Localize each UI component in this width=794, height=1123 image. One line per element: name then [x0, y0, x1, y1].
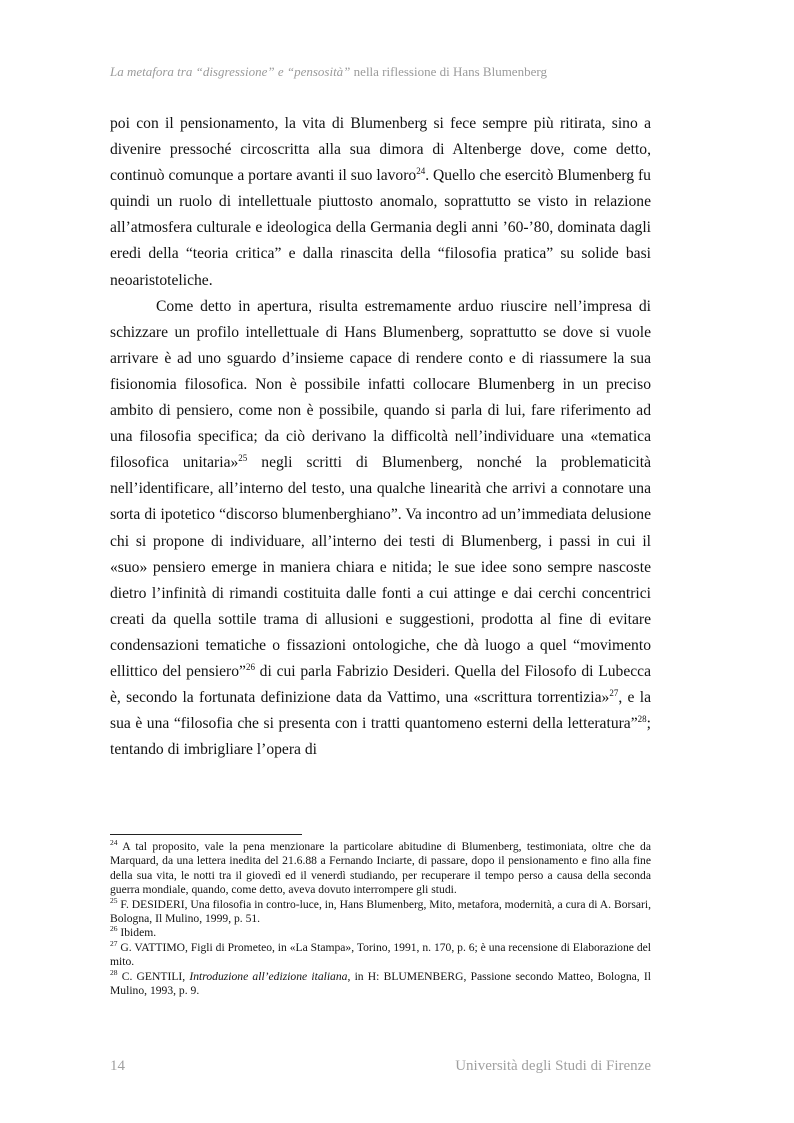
footnote-italic-title: Introduzione all’edizione italiana	[189, 969, 348, 983]
footnote-27	[110, 938, 651, 970]
footnote-ref-24[interactable]: 24	[416, 166, 426, 176]
footnote-text: G. VATTIMO, Figli di Prometeo, in «La Stampa», Torino, 1991, n. 170, p. 6; è una recensione di Elaborazione del mito.	[110, 940, 651, 969]
footnote-number: 27	[110, 938, 118, 948]
footnote-text: C. GENTILI,	[117, 969, 190, 983]
footnote-28	[110, 967, 651, 999]
text-run: ; tentando di imbrigliare l’opera di	[110, 715, 651, 759]
header-rest: nella riflessione di Hans Blumenberg	[350, 64, 547, 79]
footnotes	[110, 840, 651, 998]
footnote-ref-25[interactable]: 25	[238, 453, 248, 464]
footnote-number: 24	[110, 838, 118, 848]
footnote-ref-27[interactable]: 27	[609, 687, 619, 698]
footnote-number: 28	[110, 967, 118, 977]
footnote-number: 26	[110, 924, 118, 934]
text-run: negli scritti di Blumenberg, nonché la problematicità nell’identificare, all’interno del testo, una qualche linearità che arrivi a connotare una sorta di ipotetico “discorso blumenberghiano”. Va incontro ad un’immediata delusione chi si propone di individuare, all’interno dei testi di Blumenberg, i passi in cui il «suo» pensiero emerge in maniera chiara e nitida; le sue idee sono sempre nascoste dietro l’infinità di rimandi costituita dalle fonti a cui attinge e dai cerchi concentrici creati da quella sottile trama di allusioni e suggestioni, prodotta al fine di evitare condensazioni tematiche o fissazioni ontologiche, che dà luogo a quel “movimento ellittico del pensiero”	[110, 454, 651, 680]
footnote-ref-26[interactable]: 26	[245, 661, 255, 672]
text-run: Come detto in apertura, risulta estremamente arduo riuscire nell’impresa di schizzare un profilo intellettuale di Hans Blumenberg, soprattutto se dove si vuole arrivare è ad uno sguardo d’insieme capace di rendere conto e di riassumere la sua fisionomia filosofica. Non è possibile infatti collocare Blumenberg in un preciso ambito di pensiero, come non è possibile, quando si parla di lui, fare riferimento ad una filosofia specifica; da ciò derivano la difficoltà nell’individuare una «tematica filosofica unitaria»	[110, 297, 651, 472]
text-run: , e la sua è una “filosofia che si presenta con i tratti quantomeno esterni della letteratura”	[110, 689, 651, 733]
footnote-text: F. DESIDERI, Una filosofia in contro-luce, in, Hans Blumenberg, Mito, metafora, modernità, a cura di A. Borsari, Bologna, Il Mulino, 1999, p. 51.	[110, 897, 651, 926]
footnote-text: , in H: BLUMENBERG, Passione secondo Matteo, Bologna, Il Mulino, 1993, p. 9.	[110, 969, 651, 998]
footnote-26	[110, 926, 651, 940]
text-run: . Quello che esercitò Blumenberg fu quindi un ruolo di intellettuale piuttosto anomalo, soprattutto se visto in relazione all’atmosfera culturale e ideologica della Germania degli anni ’60-’80, dominata dagli eredi della “teoria critica” e dalla rinascita della “filosofia pratica” su solide basi neoaristoteliche.	[110, 167, 651, 289]
page-number: 14	[110, 1058, 125, 1074]
footnote-text: Ibidem.	[117, 926, 157, 940]
text-run: di cui parla Fabrizio Desideri. Quella del Filosofo di Lubecca è, secondo la fortunata definizione data da Vattimo, una «scrittura torrentizia»	[110, 662, 651, 707]
main-text	[110, 111, 651, 763]
header-italic: La metafora tra “disgressione” e “pensosità”	[110, 64, 351, 79]
paragraph-1	[110, 111, 651, 294]
footnote-number: 25	[110, 895, 118, 905]
footnote-24	[110, 840, 651, 898]
running-header	[110, 64, 670, 80]
footnote-25	[110, 895, 651, 927]
paragraph-2	[110, 294, 651, 764]
text-run: poi con il pensionamento, la vita di Blumenberg si fece sempre più ritirata, sino a divenire pressoché circoscritta alla sua dimora di Altenberge dove, come detto, continuò comunque a portare avanti il suo lavoro	[110, 115, 651, 185]
footnote-text: A tal proposito, vale la pena menzionare la particolare abitudine di Blumenberg, testimoniata, oltre che da Marquard, da una lettera inedita del 21.6.88 a Fernando Inciarte, di passare, dopo il pensionamento e fino alla fine della sua vita, le notti tra il giovedì ed il venerdì studiando, per recuperare il tempo perso a causa della seconda guerra mondiale, quando, come detto, aveva dovuto interrompere gli studi.	[110, 840, 651, 897]
footnote-separator	[110, 834, 302, 835]
footnote-ref-28[interactable]: 28	[637, 713, 647, 724]
institution-footer: Università degli Studi di Firenze	[455, 1058, 651, 1074]
